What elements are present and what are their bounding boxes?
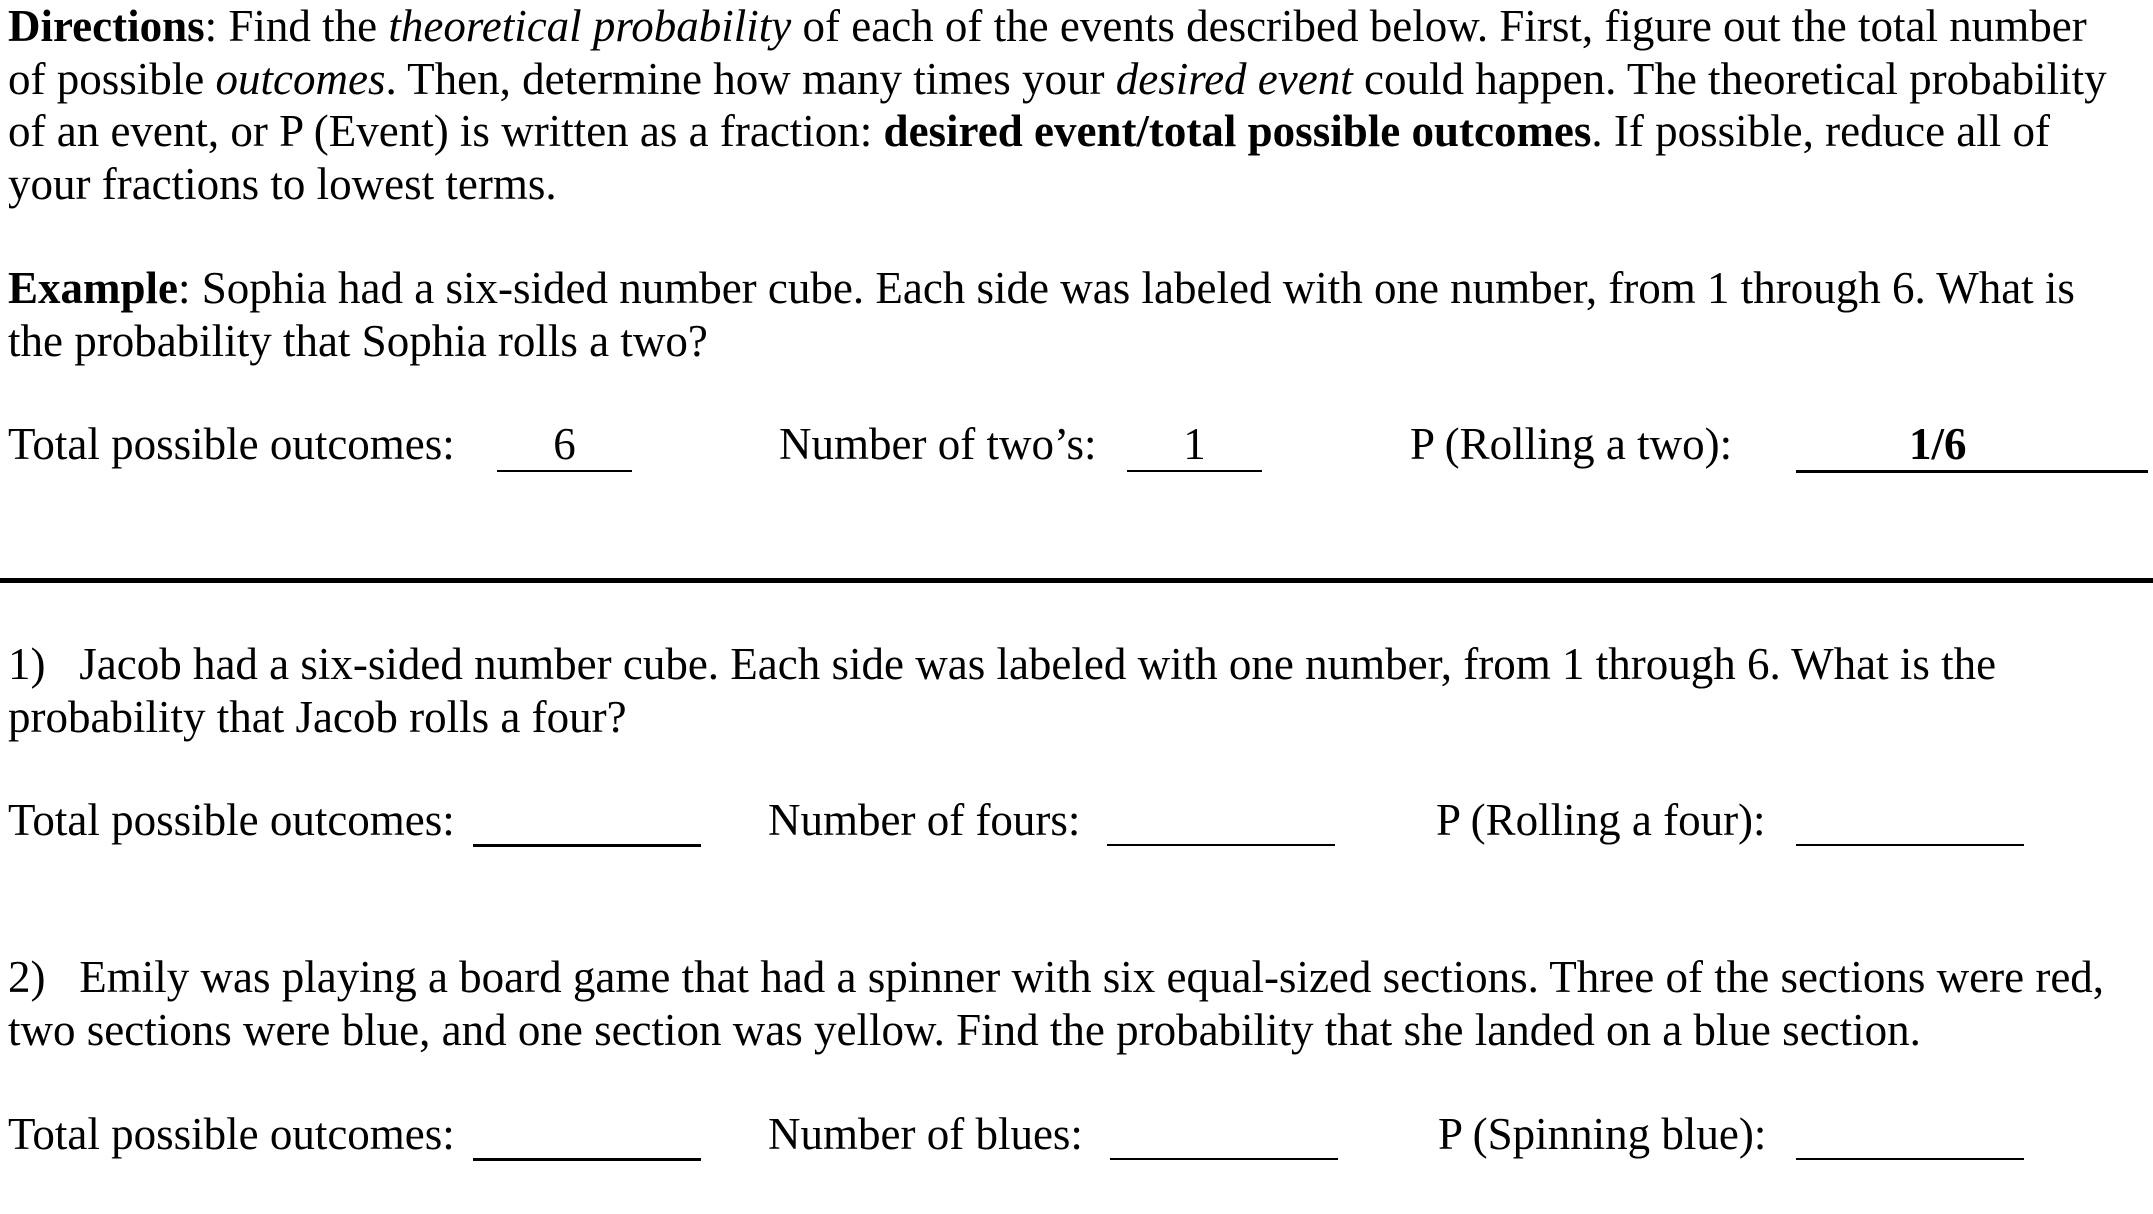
q2-count-answer-blank[interactable]: [1110, 1108, 1338, 1160]
example-prob-label: P (Rolling a two):: [1410, 419, 1733, 469]
q2-total-answer-blank[interactable]: [473, 1108, 701, 1161]
q1-total-answer-blank[interactable]: [473, 794, 701, 847]
q2-total-label: Total possible outcomes:: [8, 1109, 455, 1159]
example-count-label: Number of two’s:: [779, 419, 1097, 469]
directions-label: Directions: [8, 1, 205, 51]
q1-total-label: Total possible outcomes:: [8, 795, 455, 845]
question-1-paragraph: 1) Jacob had a six-sided number cube. Each side was labeled with one number, from 1 through 6. What is the probability that Jacob rolls a four?: [8, 639, 1997, 742]
directions-paragraph: Directions: Find the theoretical probability of each of the events described below. First, figure out the total number of possible outcomes. Then, determine how many times your desired event could happen. The theoretical probability of an event, or P (Event) is written as a fraction: desired event/total possible outcomes. If possible, reduce all of your fractions to lowest terms.: [8, 1, 2107, 209]
example-total-answer: 6: [497, 418, 632, 472]
question-2-paragraph: 2) Emily was playing a board game that had a spinner with six equal-sized sections. Three of the sections were red, two sections were blue, and one section was yellow. Find the probability that she landed on a blue section.: [8, 952, 2105, 1055]
example-paragraph: Example: Sophia had a six-sided number cube. Each side was labeled with one number, from 1 through 6. What is the probability that Sophia rolls a two?: [8, 263, 2075, 366]
q2-prob-label: P (Spinning blue):: [1438, 1109, 1767, 1159]
q2-count-label: Number of blues:: [768, 1109, 1083, 1159]
question-1-number: 1): [8, 639, 46, 689]
section-divider: [0, 578, 2153, 583]
example-count-answer: 1: [1127, 418, 1262, 472]
q1-count-label: Number of fours:: [768, 795, 1081, 845]
q1-prob-answer-blank[interactable]: [1796, 794, 2024, 846]
example-label: Example: [8, 263, 179, 313]
q2-prob-answer-blank[interactable]: [1796, 1108, 2024, 1160]
example-total-label: Total possible outcomes:: [8, 419, 455, 469]
q1-prob-label: P (Rolling a four):: [1436, 795, 1766, 845]
example-prob-answer: 1/6: [1796, 418, 2148, 473]
q1-count-answer-blank[interactable]: [1107, 794, 1335, 846]
question-2-number: 2): [8, 952, 46, 1002]
